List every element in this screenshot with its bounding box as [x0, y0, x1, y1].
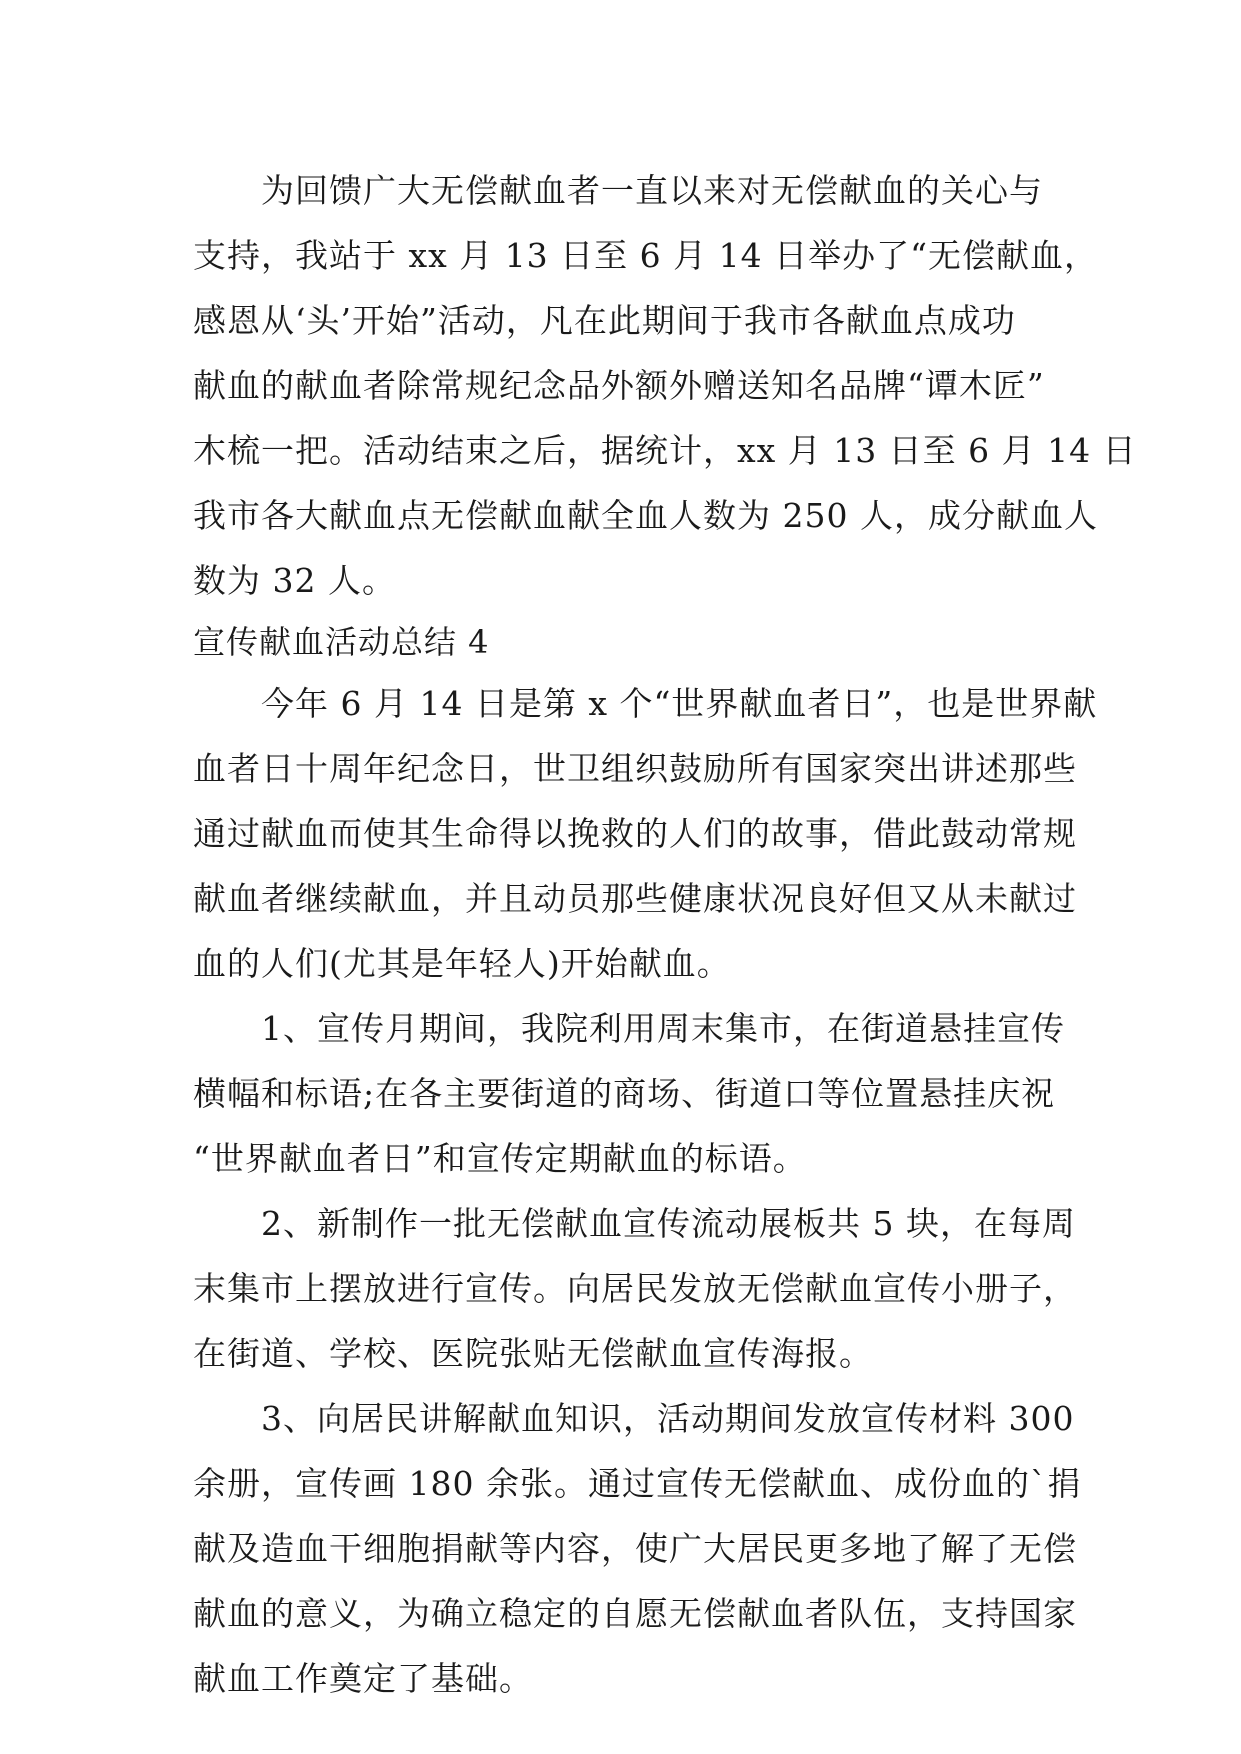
paragraph-3	[193, 996, 1065, 1191]
paragraph-line: 献及造血干细胞捐献等内容，使广大居民更多地了解了无偿	[193, 1529, 1077, 1568]
paragraph-line: 献血的献血者除常规纪念品外额外赠送知名品牌“谭木匠”	[193, 366, 1045, 405]
paragraph-2	[193, 671, 1098, 996]
paragraph-line: 支持，我站于 xx 月 13 日至 6 月 14 日举办了“无偿献血，	[193, 236, 1098, 275]
paragraph-line: 今年 6 月 14 日是第 x 个“世界献血者日”，也是世界献	[261, 684, 1098, 723]
paragraph-line: 感恩从‘头’开始”活动，凡在此期间于我市各献血点成功	[193, 301, 1016, 340]
paragraph-line: 横幅和标语;在各主要街道的商场、街道口等位置悬挂庆祝	[193, 1074, 1056, 1113]
paragraph-5	[193, 1386, 1082, 1711]
paragraph-4	[193, 1191, 1077, 1386]
paragraph-line: 末集市上摆放进行宣传。向居民发放无偿献血宣传小册子，	[193, 1269, 1077, 1308]
paragraph-line: 血者日十周年纪念日，世卫组织鼓励所有国家突出讲述那些	[193, 749, 1077, 788]
paragraph-line: 数为 32 人。	[193, 561, 396, 600]
paragraph-line: 血的人们(尤其是年轻人)开始献血。	[193, 944, 731, 983]
paragraph-line: 通过献血而使其生命得以挽救的人们的故事，借此鼓动常规	[193, 814, 1077, 853]
paragraph-line: 献血者继续献血，并且动员那些健康状况良好但又从未献过	[193, 879, 1077, 918]
paragraph-line: 在街道、学校、医院张贴无偿献血宣传海报。	[193, 1334, 873, 1373]
paragraph-line: 木梳一把。活动结束之后，据统计，xx 月 13 日至 6 月 14 日	[193, 431, 1137, 470]
paragraph-line: 余册，宣传画 180 余张。通过宣传无偿献血、成份血的`捐	[193, 1464, 1082, 1503]
paragraph-line: “世界献血者日”和宣传定期献血的标语。	[193, 1139, 807, 1178]
paragraph-line: 2、新制作一批无偿献血宣传流动展板共 5 块，在每周	[261, 1204, 1076, 1243]
paragraph-line: 1、宣传月期间，我院利用周末集市，在街道悬挂宣传	[261, 1009, 1065, 1048]
paragraph-line: 为回馈广大无偿献血者一直以来对无偿献血的关心与	[261, 171, 1043, 210]
paragraph-line: 3、向居民讲解献血知识，活动期间发放宣传材料 300	[261, 1399, 1075, 1438]
paragraph-line: 献血的意义，为确立稳定的自愿无偿献血者队伍，支持国家	[193, 1594, 1077, 1633]
paragraph-line: 献血工作奠定了基础。	[193, 1659, 533, 1698]
section-heading: 宣传献血活动总结 4	[193, 623, 490, 661]
document-body	[193, 158, 1137, 1711]
paragraph-line: 我市各大献血点无偿献血献全血人数为 250 人，成分献血人	[193, 496, 1098, 535]
paragraph-1	[193, 158, 1137, 613]
